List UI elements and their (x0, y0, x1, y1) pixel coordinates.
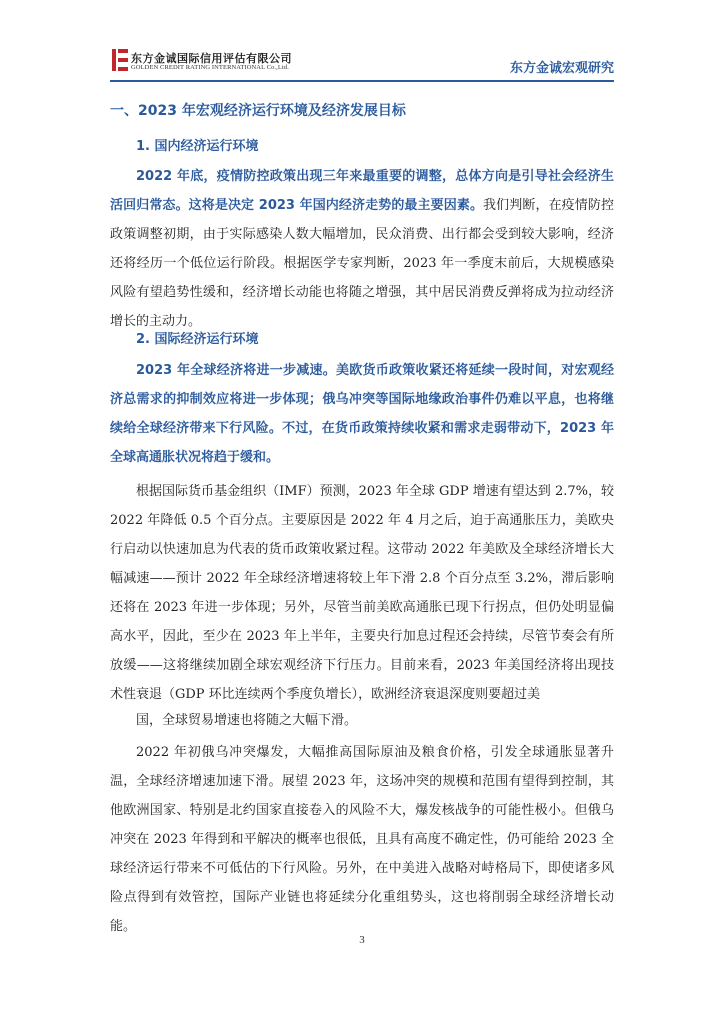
header-divider (110, 80, 614, 82)
subsection-title-international: 2. 国际经济运行环境 (136, 332, 259, 347)
page-header (0, 0, 724, 90)
paragraph-imf-forecast: 根据国际货币基金组织（IMF）预测，2023 年全球 GDP 增速有望达到 2.7%，较 2022 年降低 0.5 个百分点。主要原因是 2022 年 4 月之后，迫于高通胀压力，美欧央行启动以快速加息为代表的货币政策收紧过程。这带动 2022 年美欧及全球经济增长大幅减速——预计 2022 年全球经济增速将较上年下滑 2.8 个百分点至 3.2%，滞后影响还将在 2023 年进一步体现；另外，尽管当前美欧高通胀已现下行拐点，但仍处明显偏高水平，因此，至少在 2023 年上半年，主要央行加息过程还会持续，尽管节奏会有所放缓——这将继续加剧全球宏观经济下行压力。目前来看，2023 年美国经济将出现技术性衰退（GDP 环比连续两个季度负增长），欧洲经济衰退深度则要超过美 (110, 484, 614, 702)
paragraph-russia-ukraine: 2022 年初俄乌冲突爆发，大幅推高国际原油及粮食价格，引发全球通胀显著升温，全球经济增速加速下滑。展望 2023 年，这场冲突的规模和范围有望得到控制，其他欧洲国家、特别是北约国家直接卷入的风险不大，爆发核战争的可能性极小。但俄乌冲突在 2023 年得到和平解决的概率也很低，且具有高度不确定性，仍可能给 2023 全球经济运行带来不可低估的下行风险。另外，在中美进入战略对峙格局下，即使诸多风险点得到有效管控，国际产业链也将延续分化重组势头，这也将削弱全球经济增长动能。 (110, 745, 614, 934)
company-logo-icon (112, 49, 128, 71)
paragraph-domestic (110, 162, 614, 336)
paragraph-domestic-bold: 2022 年底，疫情防控政策出现三年来最重要的调整，总体方向是引导社会经济生活回归常态。这将是决定 2023 年国内经济走势的最主要因素。 (110, 169, 614, 213)
company-name-en: GOLDEN CREDIT RATING INTERNATIONAL Co.,Ltd. (131, 64, 289, 71)
page-number: 3 (359, 934, 365, 946)
section-title: 一、2023 年宏观经济运行环境及经济发展目标 (110, 103, 406, 119)
paragraph-domestic-rest: 我们判断，在疫情防控政策调整初期，由于实际感染人数大幅增加，民众消费、出行都会受到较大影响，经济还将经历一个低位运行阶段。根据医学专家判断，2023 年一季度末前后，大规模感染风险有望趋势性缓和，经济增长动能也将随之增强，其中居民消费反弹将成为拉动经济增长的主动力。 (110, 198, 614, 329)
paragraph-trade-continuation: 国，全球贸易增速也将随之大幅下滑。 (136, 713, 358, 728)
company-name-cn: 东方金诚国际信用评估有限公司 (131, 52, 292, 65)
header-report-title: 东方金诚宏观研究 (509, 61, 614, 76)
paragraph-international-summary: 2023 年全球经济将进一步减速。美欧货币政策收紧还将延续一段时间，对宏观经济总需求的抑制效应将进一步体现；俄乌冲突等国际地缘政治事件仍难以平息，也将继续给全球经济带来下行风险。不过，在货币政策持续收紧和需求走弱带动下，2023 年全球高通胀状况将趋于缓和。 (110, 363, 614, 465)
subsection-title-domestic: 1. 国内经济运行环境 (136, 139, 259, 154)
